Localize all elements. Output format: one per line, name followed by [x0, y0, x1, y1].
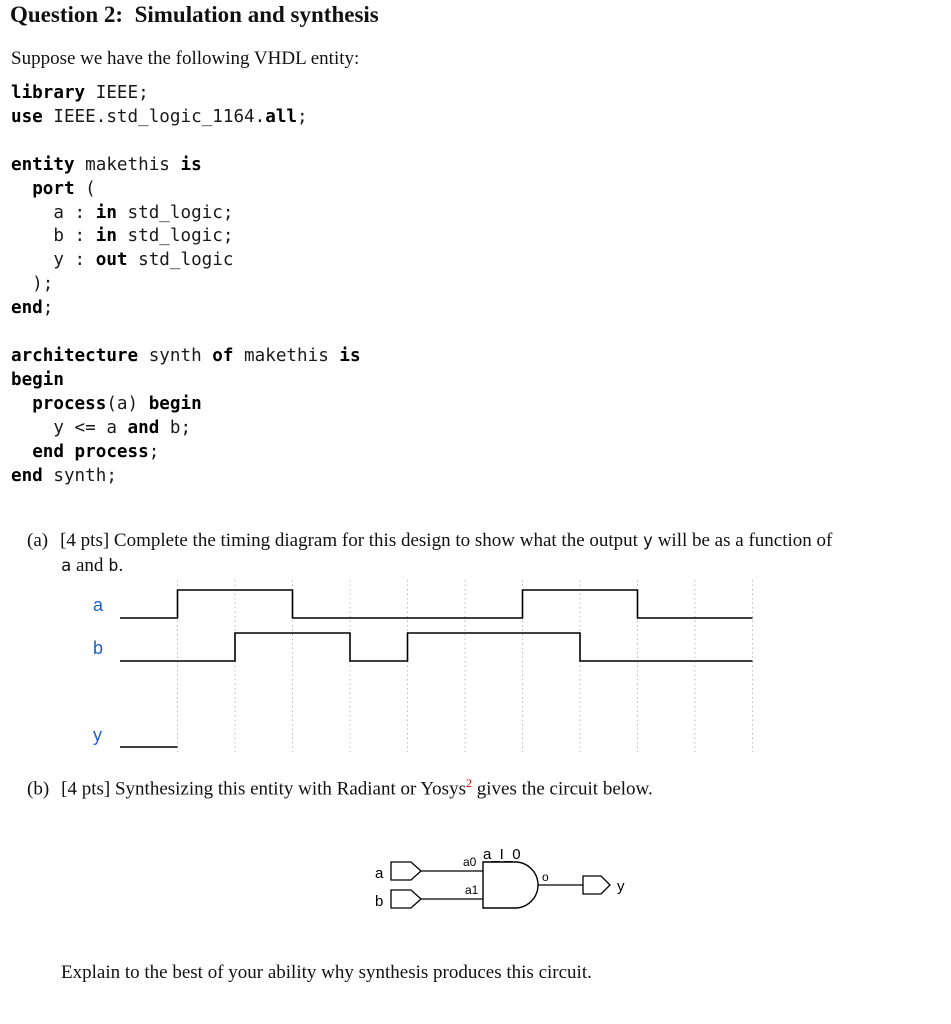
- part-b-text1: Synthesizing this entity with Radiant or Yosys: [110, 778, 466, 800]
- code-keyword: end: [11, 465, 43, 486]
- signal-label-a: a: [93, 595, 104, 615]
- footnote-marker[interactable]: 2: [465, 776, 472, 790]
- code-keyword: end process: [32, 441, 149, 462]
- code-text: b;: [159, 417, 192, 438]
- code-text: );: [11, 274, 54, 295]
- code-text: IEEE;: [85, 83, 149, 103]
- gate-pin-o: o: [542, 870, 549, 884]
- circuit-input-b-label: b: [375, 893, 384, 910]
- code-keyword: architecture: [11, 345, 139, 366]
- code-text: ;: [297, 106, 308, 127]
- gate-pin-a0: a0: [463, 855, 477, 869]
- code-keyword: begin: [11, 369, 64, 390]
- code-text: std_logic: [127, 250, 234, 271]
- code-keyword: use: [11, 106, 43, 127]
- part-a-points: [4 pts]: [60, 530, 110, 551]
- output-port-y-icon: [583, 876, 610, 894]
- signal-label-y: y: [93, 725, 102, 745]
- code-keyword: is: [339, 345, 361, 366]
- code-text: ;: [42, 298, 54, 319]
- code-text: synth;: [42, 465, 117, 486]
- part-a-y-var: y: [642, 531, 653, 551]
- code-text: b :: [11, 226, 96, 247]
- gate-pin-a1: a1: [465, 883, 479, 897]
- part-a-b-var: b: [108, 556, 119, 576]
- signal-label-b: b: [93, 638, 104, 658]
- part-a-a-var: a: [61, 556, 72, 576]
- code-text: ;: [148, 441, 160, 462]
- code-keyword: out: [95, 250, 128, 271]
- input-port-a-icon: [391, 862, 421, 880]
- part-a-text1: Complete the timing diagram for this design to show what the output: [109, 530, 643, 551]
- code-text: a :: [11, 202, 96, 223]
- code-text: (a): [106, 393, 149, 414]
- code-keyword: end: [11, 298, 43, 319]
- part-a-text2: will be as a function of: [652, 530, 833, 551]
- code-keyword: in: [95, 226, 117, 247]
- part-a-label: (a): [27, 530, 49, 551]
- part-b-text2: gives the circuit below.: [471, 778, 653, 800]
- code-text: IEEE.std_logic_1164.: [42, 106, 266, 127]
- code-keyword: in: [95, 202, 117, 223]
- code-keyword: port: [32, 178, 75, 199]
- intro-text: Suppose we have the following VHDL entity:: [11, 48, 360, 69]
- circuit-output-y-label: y: [617, 878, 625, 895]
- code-keyword: process: [32, 393, 107, 414]
- input-port-b-icon: [391, 890, 421, 908]
- gate-instance-name: a_I_0: [483, 846, 521, 863]
- question-title: Question 2: Simulation and synthesis: [10, 2, 379, 27]
- code-keyword: and: [127, 417, 160, 438]
- part-a-period: .: [118, 555, 124, 576]
- code-keyword: entity: [11, 154, 75, 175]
- code-keyword: library: [11, 83, 86, 103]
- explain-prompt: Explain to the best of your ability why synthesis produces this circuit.: [61, 962, 592, 983]
- circuit-input-a-label: a: [375, 865, 384, 882]
- code-keyword: is: [180, 154, 202, 175]
- code-text: y :: [11, 250, 96, 271]
- and-gate-icon: [483, 862, 538, 908]
- code-text: (: [74, 178, 96, 199]
- code-text: makethis: [74, 154, 181, 175]
- code-text: synth: [138, 345, 213, 366]
- part-b-points: [4 pts]: [61, 778, 111, 800]
- code-text: makethis: [233, 345, 340, 366]
- part-b-label: (b): [27, 778, 50, 800]
- code-keyword: begin: [148, 393, 202, 414]
- code-text: y <= a: [11, 417, 128, 438]
- code-text: std_logic;: [116, 202, 234, 223]
- code-keyword: all: [265, 106, 298, 127]
- code-keyword: of: [212, 345, 234, 366]
- code-text: std_logic;: [116, 226, 234, 247]
- part-a-and: and: [71, 555, 109, 576]
